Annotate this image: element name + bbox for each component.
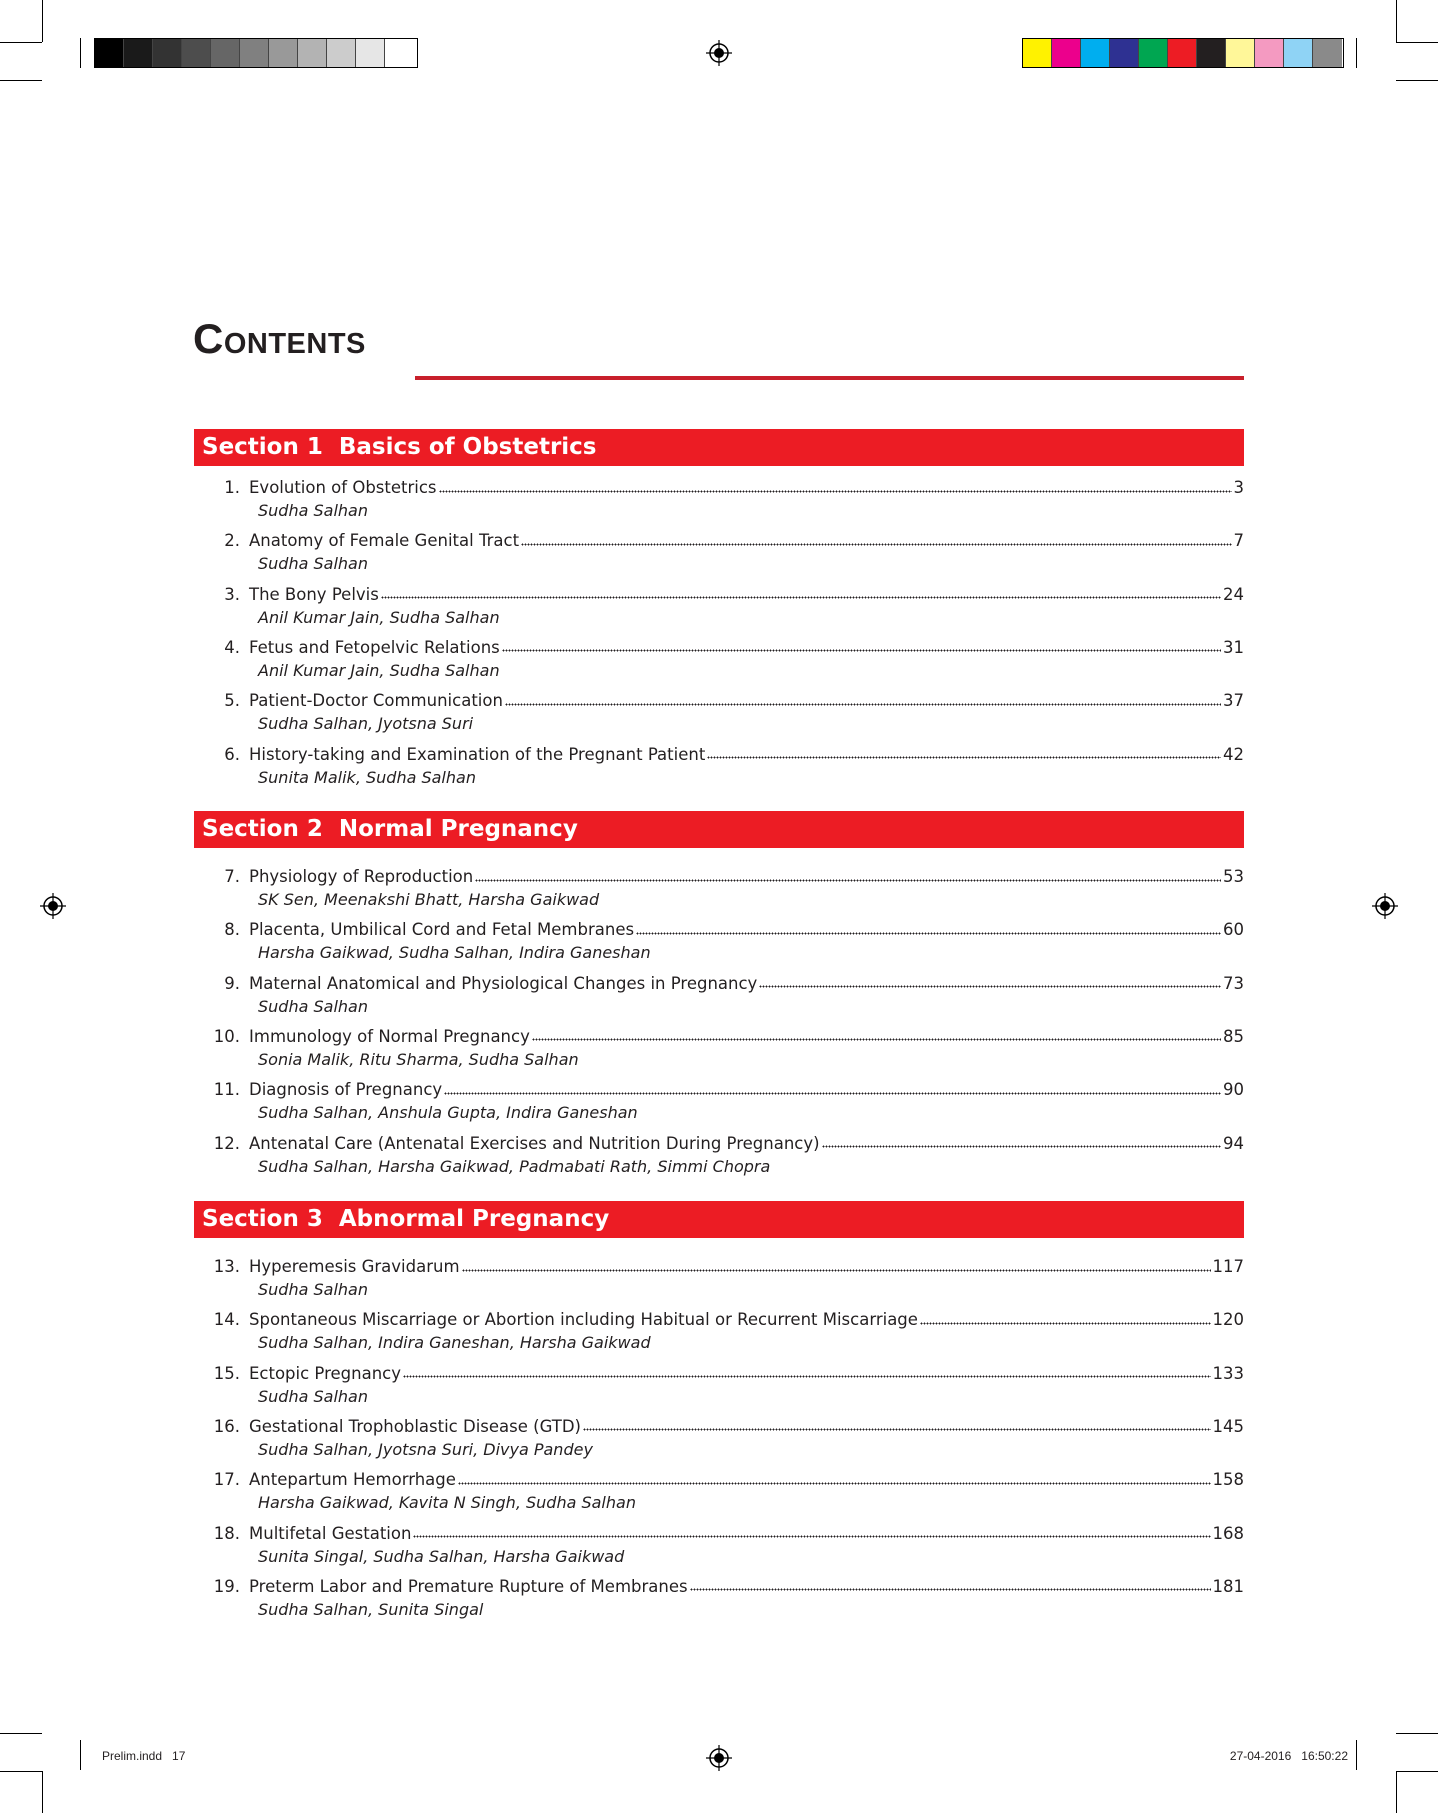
calibration-swatch bbox=[1284, 39, 1313, 67]
dot-leader bbox=[690, 1588, 1211, 1592]
chapter-number: 4. bbox=[224, 637, 240, 657]
chapter-number: 1. bbox=[224, 478, 240, 497]
dot-leader bbox=[413, 1535, 1210, 1539]
crop-mark bbox=[0, 1733, 42, 1734]
chapter-number: 8. bbox=[224, 920, 240, 940]
calibration-swatch bbox=[1168, 39, 1197, 67]
chapter-authors: Sudha Salhan bbox=[258, 1386, 368, 1406]
toc-entry-line bbox=[194, 1576, 1244, 1598]
calibration-swatch bbox=[1197, 39, 1226, 67]
calibration-swatch bbox=[385, 39, 414, 67]
chapter-authors: Sudha Salhan, Jyotsna Suri bbox=[258, 714, 474, 734]
chapter-number: 14. bbox=[213, 1310, 240, 1330]
crop-mark bbox=[1356, 38, 1357, 68]
chapter-authors: Sudha Salhan, Anshula Gupta, Indira Ganeshan bbox=[258, 1103, 638, 1123]
crop-mark bbox=[80, 1740, 81, 1770]
registration-mark-icon bbox=[40, 893, 66, 919]
toc-entry-line bbox=[194, 1079, 1244, 1101]
chapter-number: 19. bbox=[213, 1576, 240, 1596]
chapter-title: Antenatal Care (Antenatal Exercises and Nutrition During Pregnancy) bbox=[249, 1133, 820, 1153]
toc-entry-line bbox=[194, 1256, 1244, 1278]
calibration-swatch bbox=[1255, 39, 1284, 67]
dot-leader bbox=[532, 1038, 1221, 1042]
dot-leader bbox=[439, 489, 1232, 493]
chapter-authors: Sudha Salhan, Jyotsna Suri, Divya Pandey bbox=[258, 1439, 593, 1459]
toc-entry[interactable] bbox=[194, 1576, 1244, 1628]
toc-entry-line bbox=[194, 1416, 1244, 1438]
page-number: 168 bbox=[1212, 1523, 1244, 1543]
crop-mark bbox=[1396, 1771, 1397, 1813]
dot-leader bbox=[920, 1321, 1211, 1325]
registration-mark-icon bbox=[1372, 893, 1398, 919]
calibration-swatch bbox=[1226, 39, 1255, 67]
chapter-authors: Sudha Salhan bbox=[258, 501, 368, 520]
page-number: 90 bbox=[1223, 1080, 1244, 1100]
toc-entry[interactable] bbox=[194, 477, 1244, 529]
dot-leader bbox=[707, 756, 1221, 760]
chapter-title: Diagnosis of Pregnancy bbox=[249, 1080, 443, 1100]
toc-entry-line bbox=[194, 1309, 1244, 1331]
calibration-swatch bbox=[182, 39, 211, 67]
chapter-number: 7. bbox=[224, 867, 240, 886]
calibration-swatch bbox=[1052, 39, 1081, 67]
crop-mark bbox=[1356, 1740, 1357, 1770]
toc-entry[interactable] bbox=[194, 1469, 1244, 1521]
chapter-title: Ectopic Pregnancy bbox=[249, 1363, 402, 1383]
page-number: 31 bbox=[1223, 637, 1244, 657]
chapter-title: Physiology of Reproduction bbox=[249, 867, 474, 886]
dot-leader bbox=[822, 1145, 1221, 1149]
toc-entry-line bbox=[194, 1469, 1244, 1491]
chapter-authors: Sunita Malik, Sudha Salhan bbox=[258, 767, 476, 787]
toc-entry[interactable] bbox=[194, 1026, 1244, 1078]
page-number: 42 bbox=[1223, 744, 1244, 764]
calibration-swatch bbox=[356, 39, 385, 67]
dot-leader bbox=[636, 931, 1221, 935]
chapter-number: 9. bbox=[224, 973, 240, 993]
chapter-title: Evolution of Obstetrics bbox=[249, 478, 437, 497]
chapter-number: 12. bbox=[213, 1133, 240, 1153]
toc-entry[interactable] bbox=[194, 530, 1244, 582]
chapter-number: 2. bbox=[224, 531, 240, 551]
grayscale-calibration-bar bbox=[94, 38, 418, 68]
chapter-title: Patient-Doctor Communication bbox=[249, 691, 503, 711]
chapter-authors: Harsha Gaikwad, Kavita N Singh, Sudha Salhan bbox=[258, 1493, 636, 1513]
calibration-swatch bbox=[95, 39, 124, 67]
toc-entry[interactable] bbox=[194, 919, 1244, 971]
crop-mark bbox=[1396, 0, 1397, 42]
crop-mark bbox=[80, 38, 81, 68]
toc-entry[interactable] bbox=[194, 584, 1244, 636]
crop-mark bbox=[42, 0, 43, 42]
dot-leader bbox=[502, 649, 1221, 653]
dot-leader bbox=[458, 1481, 1211, 1485]
toc-entry-line bbox=[194, 637, 1244, 659]
dot-leader bbox=[583, 1428, 1211, 1432]
chapter-title: Preterm Labor and Premature Rupture of Membranes bbox=[249, 1576, 688, 1596]
toc-entry-line bbox=[194, 1523, 1244, 1545]
page-number: 181 bbox=[1212, 1576, 1244, 1596]
calibration-swatch bbox=[211, 39, 240, 67]
toc-entry-line bbox=[194, 1363, 1244, 1385]
calibration-swatch bbox=[240, 39, 269, 67]
color-calibration-bar bbox=[1022, 38, 1344, 68]
page-number: 158 bbox=[1212, 1470, 1244, 1490]
section-header: Section 1 Basics of Obstetrics bbox=[194, 429, 1244, 466]
registration-mark-icon bbox=[706, 40, 732, 66]
page-number: 94 bbox=[1223, 1133, 1244, 1153]
toc-entry[interactable] bbox=[194, 1133, 1244, 1185]
dot-leader bbox=[521, 542, 1231, 546]
chapter-authors: Sudha Salhan, Sunita Singal bbox=[258, 1599, 484, 1619]
chapter-title: Placenta, Umbilical Cord and Fetal Membranes bbox=[249, 920, 635, 940]
toc-entry-line bbox=[194, 866, 1244, 888]
toc-entry-line bbox=[194, 1133, 1244, 1155]
page-number: 73 bbox=[1223, 973, 1244, 993]
chapter-number: 10. bbox=[213, 1026, 240, 1046]
chapter-authors: SK Sen, Meenakshi Bhatt, Harsha Gaikwad bbox=[258, 890, 600, 909]
toc-entry[interactable] bbox=[194, 637, 1244, 689]
page-number: 60 bbox=[1223, 920, 1244, 940]
chapter-authors: Sunita Singal, Sudha Salhan, Harsha Gaikwad bbox=[258, 1546, 625, 1566]
dot-leader bbox=[759, 985, 1221, 989]
crop-mark bbox=[0, 1771, 42, 1772]
crop-mark bbox=[0, 80, 42, 81]
toc-entry[interactable] bbox=[194, 1079, 1244, 1131]
chapter-title: Immunology of Normal Pregnancy bbox=[249, 1026, 530, 1046]
calibration-swatch bbox=[1081, 39, 1110, 67]
file-slug: Prelim.indd 17 bbox=[102, 1749, 186, 1763]
chapter-number: 11. bbox=[213, 1080, 240, 1100]
chapter-authors: Sudha Salhan bbox=[258, 996, 368, 1016]
page-number: 3 bbox=[1233, 478, 1244, 497]
title-underline bbox=[415, 376, 1244, 380]
page-title: Contents bbox=[193, 315, 366, 362]
chapter-title: The Bony Pelvis bbox=[249, 584, 379, 604]
dot-leader bbox=[475, 878, 1221, 882]
chapter-title: Multifetal Gestation bbox=[249, 1523, 412, 1543]
chapter-authors: Sudha Salhan bbox=[258, 1280, 368, 1299]
section-header: Section 2 Normal Pregnancy bbox=[194, 811, 1244, 848]
chapter-number: 13. bbox=[213, 1257, 240, 1276]
dot-leader bbox=[381, 596, 1221, 600]
toc-entry[interactable] bbox=[194, 690, 1244, 742]
page-number: 37 bbox=[1223, 691, 1244, 711]
chapter-title: Antepartum Hemorrhage bbox=[249, 1470, 456, 1490]
date-slug: 27-04-2016 16:50:22 bbox=[1229, 1749, 1348, 1763]
chapter-authors: Sudha Salhan bbox=[258, 554, 368, 574]
chapter-authors: Anil Kumar Jain, Sudha Salhan bbox=[258, 660, 500, 680]
calibration-swatch bbox=[124, 39, 153, 67]
toc-entry-line bbox=[194, 1026, 1244, 1048]
chapter-number: 15. bbox=[213, 1363, 240, 1383]
toc-entry[interactable] bbox=[194, 1256, 1244, 1308]
dot-leader bbox=[505, 702, 1221, 706]
toc-entry[interactable] bbox=[194, 1309, 1244, 1361]
chapter-number: 6. bbox=[224, 744, 240, 764]
calibration-swatch bbox=[1110, 39, 1139, 67]
toc-entry-line bbox=[194, 744, 1244, 766]
dot-leader bbox=[462, 1268, 1211, 1272]
registration-mark-icon bbox=[706, 1745, 732, 1771]
calibration-swatch bbox=[1139, 39, 1168, 67]
toc-entry[interactable] bbox=[194, 1523, 1244, 1575]
crop-mark bbox=[42, 1771, 43, 1813]
crop-mark bbox=[1396, 80, 1438, 81]
chapter-number: 3. bbox=[224, 584, 240, 604]
section-header: Section 3 Abnormal Pregnancy bbox=[194, 1201, 1244, 1238]
calibration-swatch bbox=[153, 39, 182, 67]
toc-entry-line bbox=[194, 584, 1244, 606]
page-number: 7 bbox=[1233, 531, 1244, 551]
chapter-authors: Sudha Salhan, Harsha Gaikwad, Padmabati Rath, Simmi Chopra bbox=[258, 1156, 771, 1176]
page-number: 120 bbox=[1212, 1310, 1244, 1330]
chapter-number: 18. bbox=[213, 1523, 240, 1543]
toc-entry[interactable] bbox=[194, 1416, 1244, 1468]
chapter-authors: Sudha Salhan, Indira Ganeshan, Harsha Gaikwad bbox=[258, 1333, 651, 1353]
chapter-title: History-taking and Examination of the Pregnant Patient bbox=[249, 744, 706, 764]
chapter-authors: Sonia Malik, Ritu Sharma, Sudha Salhan bbox=[258, 1049, 579, 1069]
page-number: 145 bbox=[1212, 1416, 1244, 1436]
dot-leader bbox=[403, 1375, 1210, 1379]
toc-entry-line bbox=[194, 919, 1244, 941]
chapter-number: 16. bbox=[213, 1416, 240, 1436]
chapter-number: 17. bbox=[213, 1470, 240, 1490]
page-number: 85 bbox=[1223, 1026, 1244, 1046]
calibration-swatch bbox=[1023, 39, 1052, 67]
chapter-authors: Anil Kumar Jain, Sudha Salhan bbox=[258, 607, 500, 627]
calibration-swatch bbox=[1313, 39, 1342, 67]
chapter-authors: Harsha Gaikwad, Sudha Salhan, Indira Ganeshan bbox=[258, 943, 651, 963]
chapter-number: 5. bbox=[224, 691, 240, 711]
toc-entry[interactable] bbox=[194, 1363, 1244, 1415]
toc-entry-line bbox=[194, 690, 1244, 712]
calibration-swatch bbox=[298, 39, 327, 67]
page-number: 117 bbox=[1212, 1257, 1244, 1276]
chapter-title: Gestational Trophoblastic Disease (GTD) bbox=[249, 1416, 581, 1436]
toc-entry[interactable] bbox=[194, 744, 1244, 796]
chapter-title: Spontaneous Miscarriage or Abortion including Habitual or Recurrent Miscarriage bbox=[249, 1310, 918, 1330]
crop-mark bbox=[1396, 1771, 1438, 1772]
chapter-title: Fetus and Fetopelvic Relations bbox=[249, 637, 500, 657]
page-number: 133 bbox=[1212, 1363, 1244, 1383]
calibration-swatch bbox=[269, 39, 298, 67]
chapter-title: Maternal Anatomical and Physiological Changes in Pregnancy bbox=[249, 973, 758, 993]
page-number: 53 bbox=[1223, 867, 1244, 886]
toc-entry[interactable] bbox=[194, 866, 1244, 918]
crop-mark bbox=[1396, 1733, 1438, 1734]
toc-entry-line bbox=[194, 530, 1244, 552]
page-number: 24 bbox=[1223, 584, 1244, 604]
chapter-title: Anatomy of Female Genital Tract bbox=[249, 531, 520, 551]
toc-entry-line bbox=[194, 477, 1244, 499]
dot-leader bbox=[444, 1091, 1221, 1095]
toc-entry[interactable] bbox=[194, 973, 1244, 1025]
toc-entry-line bbox=[194, 973, 1244, 995]
calibration-swatch bbox=[327, 39, 356, 67]
chapter-title: Hyperemesis Gravidarum bbox=[249, 1257, 460, 1276]
crop-mark bbox=[1396, 42, 1438, 43]
crop-mark bbox=[0, 42, 42, 43]
